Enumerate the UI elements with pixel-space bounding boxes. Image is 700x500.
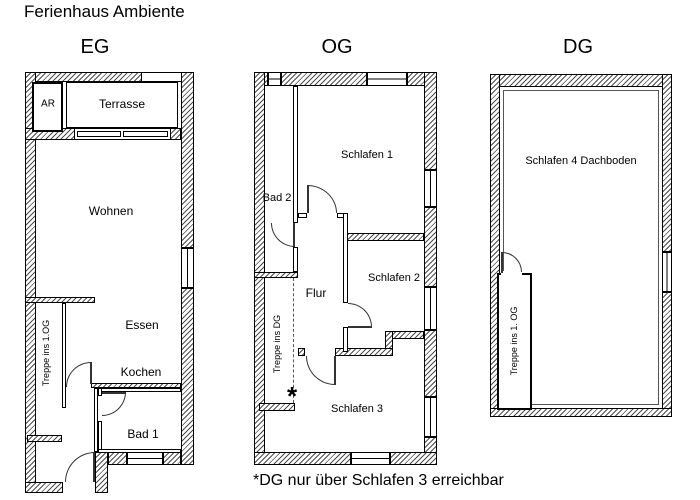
og-window-bottom [351,452,390,465]
og-flur-right-wall-b [343,327,348,352]
eg-wall-top [25,72,142,82]
eg-bad1-wall-bottom [98,449,181,453]
og-room-label-flur: Flur [305,286,327,300]
eg-bad1-door-arc [102,392,126,416]
eg-window-bottom [127,452,163,465]
dg-wall-right-a [662,74,672,252]
eg-room-label-kochen: Kochen [120,365,162,379]
og-room-label-schlafen1: Schlafen 1 [341,149,393,161]
og-window-schlafen2 [424,287,437,330]
eg-entry-pier [95,452,108,493]
dg-wall-right-b [662,292,672,417]
og-schlafen1-left-wall-a [293,86,298,223]
eg-wall-bottom-right-a [108,452,127,465]
og-bad2-door-arc [271,223,295,247]
og-dg-access-asterisk: * [286,381,298,411]
og-flur-bottom-wall-a [298,348,305,356]
eg-stair-bottom-wall [27,435,62,442]
floor-label-og: OG [321,36,353,58]
og-schlafen2-door-arc [348,303,372,327]
og-window-schlafen3 [424,397,437,437]
og-schlafen1-2-wall [343,233,424,241]
og-room-label-schlafen3: Schlafen 3 [331,403,383,415]
og-wall-right-b [424,207,437,287]
eg-room-label-ar: AR [41,98,55,110]
eg-stair-label: Treppe ins 1.OG [41,319,51,387]
page-title: Ferienhaus Ambiente [24,2,185,21]
eg-wall-bottom-right-b [163,452,181,465]
eg-terrace-door-panel-1 [77,131,121,137]
eg-window-right [181,248,194,288]
eg-terrace-wall-right [170,128,181,140]
og-schlafen1-door-arc [307,185,337,213]
og-window-top-left [268,72,281,86]
dg-wall-top [490,74,672,87]
og-room-label-bad2: Bad 2 [262,192,292,204]
eg-terrace-door-panel-2 [123,131,168,137]
og-stair-label: Treppe ins DG [272,314,282,374]
og-wall-bottom-b [390,452,437,465]
eg-room-label-essen: Essen [125,318,159,332]
og-wall-right-a [424,72,437,170]
og-schlafen3-door-arc [306,356,335,385]
dg-window-right [662,252,672,292]
eg-room-label-wohnen: Wohnen [88,204,134,218]
og-wall-right-c [424,330,437,397]
eg-kitchen-door-arc [66,362,91,387]
og-window-top-right [367,72,407,86]
eg-entry-door-arc [65,452,95,482]
floor-label-eg: EG [80,36,110,58]
eg-stair-top-wall [25,297,95,303]
eg-room-label-terrasse: Terrasse [98,97,146,111]
eg-terrace-opening [142,72,181,82]
eg-room-label-bad1: Bad 1 [127,427,159,441]
og-wall-top-b [281,72,367,86]
eg-wall-bottom-left [25,482,63,493]
dg-room-label-schlafen4: Schlafen 4 Dachboden [525,155,637,167]
og-room-label-schlafen2: Schlafen 2 [368,272,420,284]
eg-stair-side-wall [62,303,66,408]
og-schlafen1-left-wall-b [293,247,298,272]
og-flur-top-wall-a [298,213,307,218]
eg-wall-right-upper [181,72,194,248]
eg-wall-right-lower [181,288,194,465]
floor-label-dg: DG [563,36,593,58]
dg-stair-label: Treppe ins 1. OG [509,306,519,376]
og-window-schlafen1 [424,170,437,207]
footnote: *DG nur über Schlafen 3 erreichbar [253,472,504,489]
og-wall-bottom-a [254,452,351,465]
og-flur-right-wall-a [343,213,348,303]
og-bad2-bottom-wall [254,272,298,278]
